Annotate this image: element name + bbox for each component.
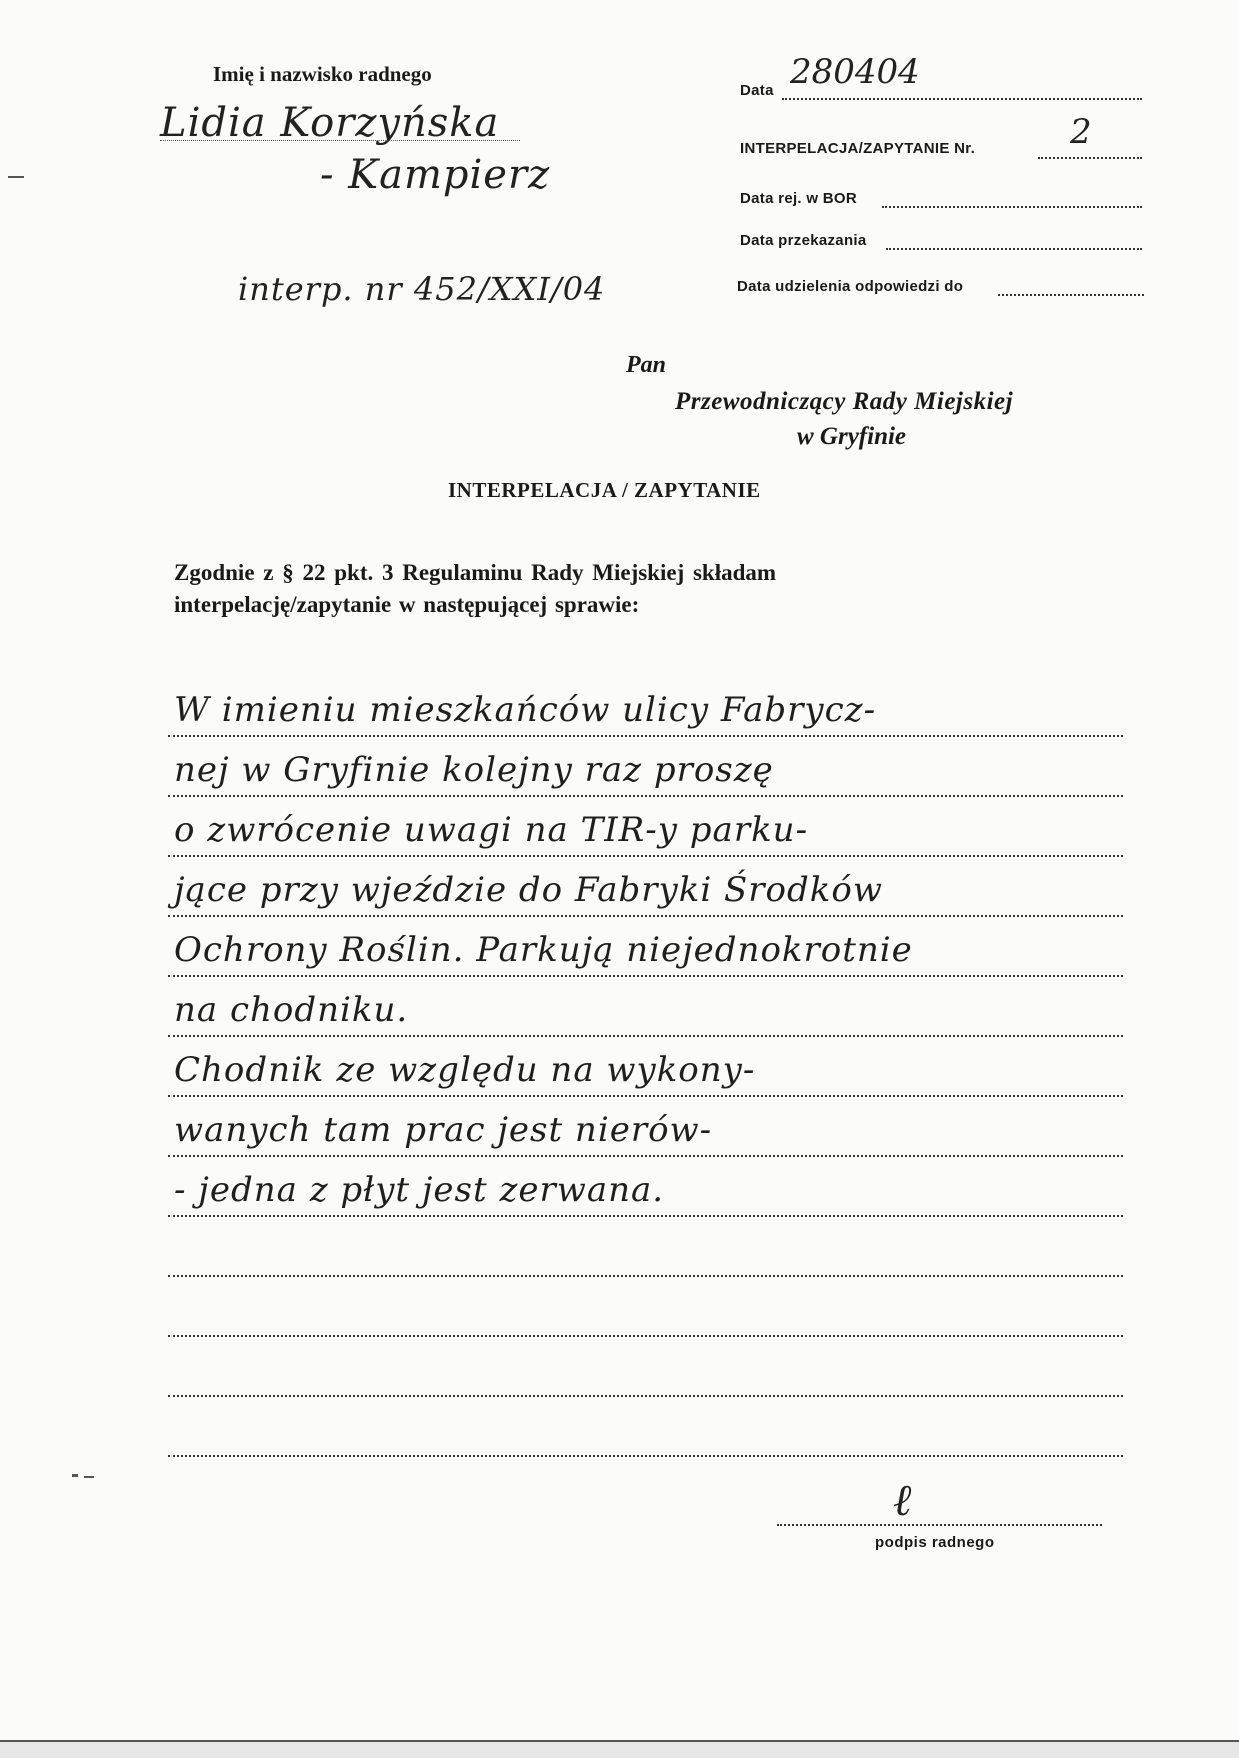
writing-line [168, 1277, 1123, 1337]
handover-dotline [886, 248, 1142, 250]
date-dotline [782, 98, 1142, 100]
signature-label: podpis radnego [875, 1534, 995, 1551]
handwritten-body-line: nej w Gryfinie kolejny raz proszę [174, 750, 774, 790]
bor-dotline [882, 206, 1142, 208]
handwritten-body-line: - jedna z płyt jest zerwana. [174, 1170, 665, 1210]
handwritten-body-line: Chodnik ze względu na wykony- [174, 1050, 756, 1090]
handwritten-body-line: Ochrony Roślin. Parkują niejednokrotnie [174, 930, 913, 970]
scan-bottom-edge [0, 1740, 1239, 1758]
scan-speck [72, 1474, 78, 1477]
date-label: Data [740, 82, 774, 99]
interpellation-nr-value: 2 [1070, 112, 1092, 152]
addressee-salutation: Pan [626, 352, 667, 378]
nr-dotline [1038, 157, 1142, 159]
name-underline [160, 140, 520, 141]
bor-registration-label: Data rej. w BOR [740, 190, 858, 207]
scan-speck [84, 1476, 94, 1478]
handwritten-body-line: o zwrócenie uwagi na TIR-y parku- [174, 810, 809, 850]
handwritten-body-line: na chodniku. [174, 990, 409, 1030]
document-heading: INTERPELACJA / ZAPYTANIE [448, 478, 761, 502]
writing-line [168, 1217, 1123, 1277]
addressee-city: w Gryfinie [797, 423, 907, 450]
handwritten-body-line: W imieniu mieszkańców ulicy Fabrycz- [174, 690, 877, 730]
councillor-name-handwritten-line2: - Kampierz [320, 152, 551, 198]
addressee-title: Przewodniczący Rady Miejskiej [675, 388, 1014, 415]
scan-speck [8, 176, 24, 178]
writing-line [168, 1337, 1123, 1397]
signature-mark: ℓ [893, 1475, 912, 1526]
councillor-name-handwritten-line1: Lidia Korzyńska [160, 100, 500, 146]
response-date-label: Data udzielenia odpowiedzi do [737, 278, 964, 295]
councillor-name-label: Imię i nazwisko radnego [213, 62, 432, 86]
response-dotline [998, 294, 1144, 296]
handwritten-body-line: wanych tam prac jest nierów- [174, 1110, 713, 1150]
intro-line-2: interpelację/zapytanie w następującej sprawie: [174, 592, 640, 617]
handwritten-body-line: jące przy wjeździe do Fabryki Środków [174, 870, 883, 910]
interpellation-number-note: interp. nr 452/XXI/04 [238, 270, 606, 308]
interpellation-nr-label: INTERPELACJA/ZAPYTANIE Nr. [740, 140, 976, 157]
handover-date-label: Data przekazania [740, 232, 867, 249]
intro-line-1: Zgodnie z § 22 pkt. 3 Regulaminu Rady Miejskiej składam [174, 560, 777, 585]
writing-line [168, 1397, 1123, 1457]
date-value-handwritten: 280404 [790, 52, 920, 92]
signature-dotline [777, 1524, 1102, 1526]
